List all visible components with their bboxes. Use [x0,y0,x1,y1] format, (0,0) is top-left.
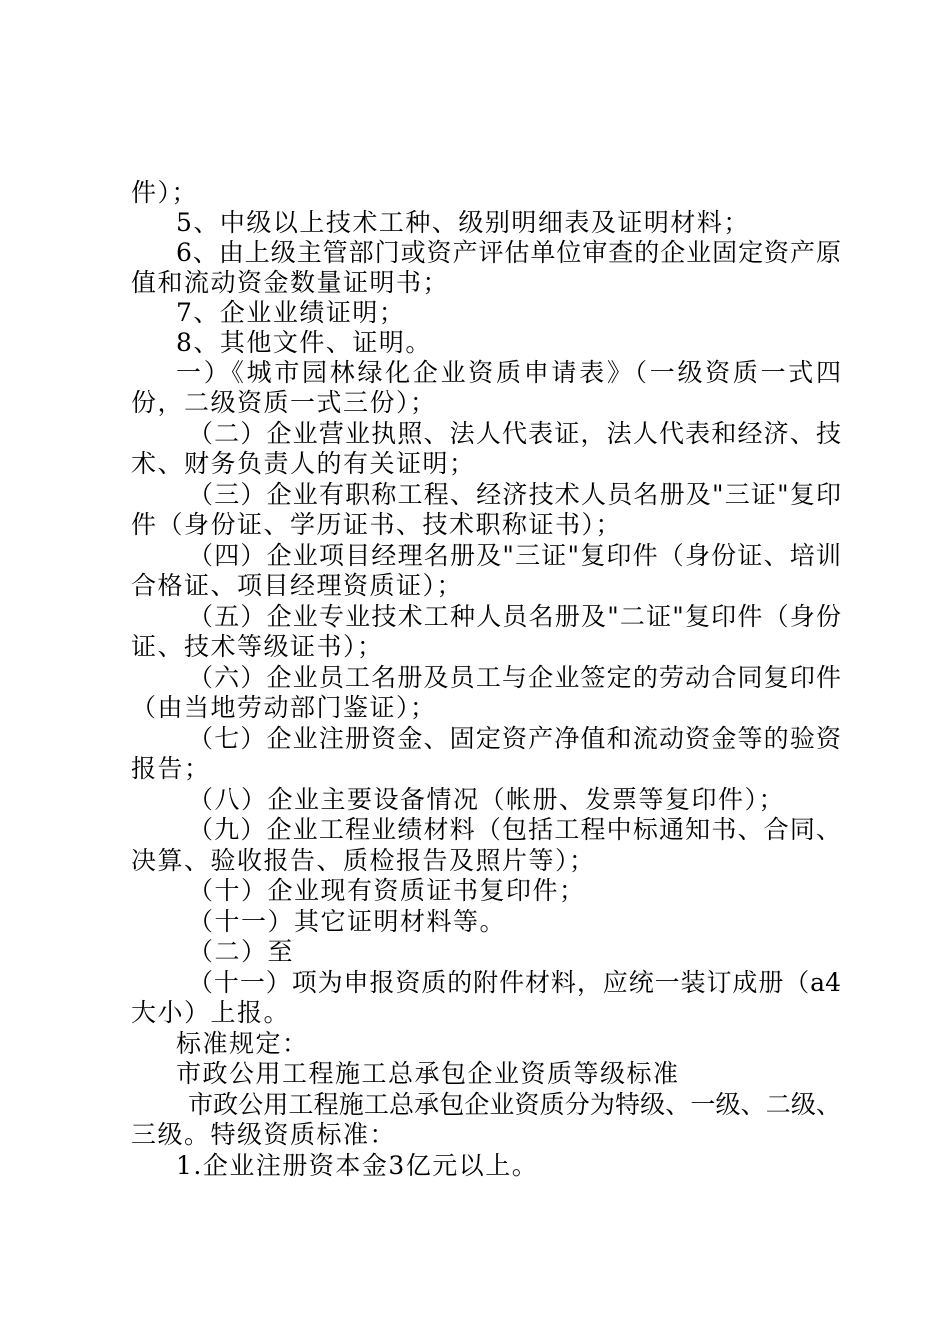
text-line: 件（身份证、学历证书、技术职称证书）； [131,510,623,539]
text-line: （八）企业主要设备情况（帐册、发票等复印件）； [188,785,786,814]
text-line: 标准规定： [176,1029,309,1058]
text-line: 份，二级资质一式三份）； [131,388,437,417]
text-line: （七）企业注册资金、固定资产净值和流动资金等的验资 [188,724,841,753]
text-line: （五）企业专业技术工种人员名册及"二证"复印件（身份 [188,602,841,631]
text-line: 大小）上报。 [131,998,291,1027]
text-line: （二）至 [188,937,295,966]
text-line: 决算、验收报告、质检报告及照片等）； [131,846,596,875]
text-line: （由当地劳动部门鉴证）； [131,693,437,722]
text-line: （四）企业项目经理名册及"三证"复印件（身份证、培训 [188,541,841,570]
text-line: （二）企业营业执照、法人代表证，法人代表和经济、技 [188,419,841,448]
text-line: （十一）其它证明材料等。 [188,907,507,936]
text-line: 8、其他文件、证明。 [176,328,432,357]
text-line: （六）企业员工名册及员工与企业签定的劳动合同复印件 [188,663,841,692]
text-line: （十）企业现有资质证书复印件； [188,876,586,905]
text-line: （三）企业有职称工程、经济技术人员名册及"三证"复印 [188,480,841,509]
text-line: 术、财务负责人的有关证明； [131,449,476,478]
text-line: （十一）项为申报资质的附件材料，应统一装订成册（a4 [188,968,841,997]
text-line: 市政公用工程施工总承包企业资质分为特级、一级、二级、 [188,1090,841,1119]
text-line: 1.企业注册资本金3亿元以上。 [176,1151,539,1180]
text-line: 件）； [131,178,199,207]
text-line: 证、技术等级证书）； [131,632,384,661]
text-line: 市政公用工程施工总承包企业资质等级标准 [176,1059,680,1088]
text-line: 合格证、项目经理资质证）； [131,571,464,600]
text-line: （九）企业工程业绩材料（包括工程中标通知书、合同、 [188,815,841,844]
text-line: 报告； [131,754,211,783]
text-line: 一）《城市园林绿化企业资质申请表》（一级资质一式四 [176,358,841,387]
text-line: 5、中级以上技术工种、级别明细表及证明材料； [176,208,750,237]
text-line: 6、由上级主管部门或资产评估单位审查的企业固定资产原 [176,238,841,267]
text-line: 值和流动资金数量证明书； [131,268,450,297]
text-line: 7、企业业绩证明； [176,298,406,327]
text-line: 三级。特级资质标准： [131,1120,397,1149]
